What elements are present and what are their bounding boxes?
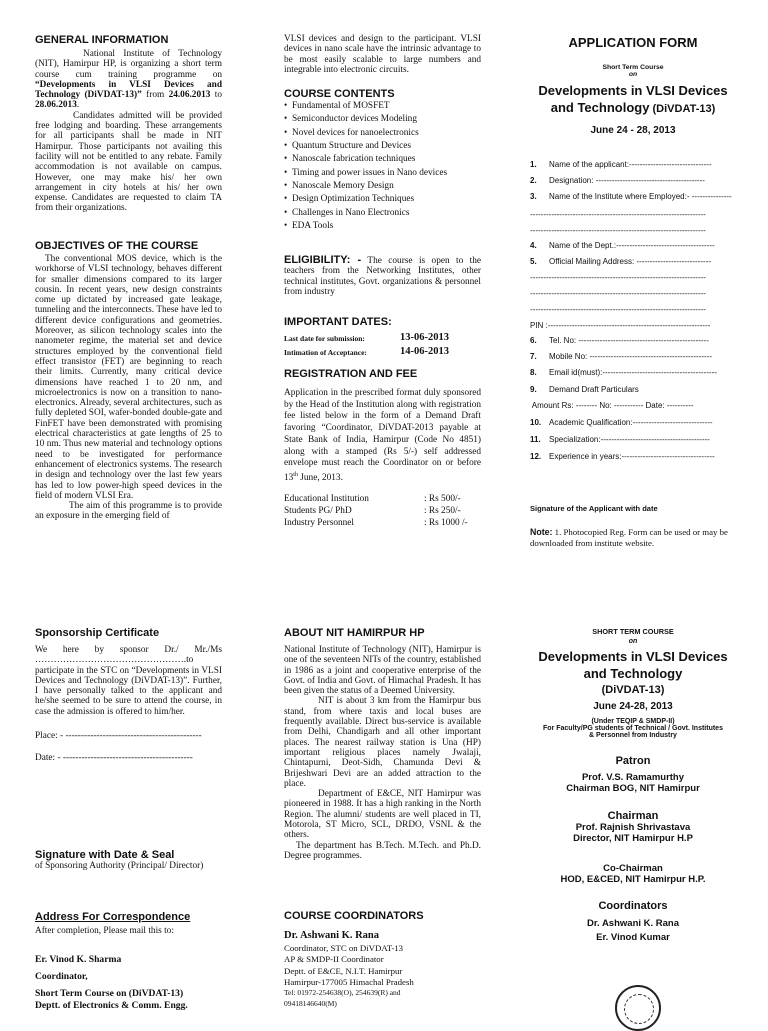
date-field: Date: - ------------------------------------------: [35, 753, 193, 764]
course-coordinators-heading: COURSE COORDINATORS: [284, 910, 424, 922]
cover-panel: SHORT TERM COURSE on Developments in VLSI Devices and Technology (DiVDAT-13) June 24-28, 2013 (Under TEQIP & SMDP-II) For Faculty/PG students of Technical / Govt. Institutes & Personnel from Industry Patron Prof. V.S. Ramamurthy Chairman BOG, NIT Hamirpur Chairman Prof. Rajnish Shrivastava Director, NIT Hamirpur H.P Co-Chairman HOD, E&CED, NIT Hamirpur H.P. Coordinators Dr. Ashwani K. Rana Er. Vinod Kumar: [530, 627, 736, 943]
important-dates-section: [284, 316, 481, 357]
course-content-item: • EDA Tools: [292, 220, 481, 233]
end-date: 28.06.2013: [35, 100, 77, 111]
coordinator-address-line: Deptt. of E&CE, N.I.T. Hamirpur: [284, 965, 403, 976]
course-dates: June 24 - 28, 2013: [590, 125, 676, 136]
cover-stc-label: SHORT TERM COURSE: [592, 627, 674, 636]
sponsorship-heading: Sponsorship Certificate: [35, 627, 160, 639]
form-field-line: Amount Rs: -------- No: ----------- Date: ----------: [530, 401, 694, 410]
sponsor-signature-section: Signature with Date & Seal of Sponsoring Authority (Principal/ Director): [35, 849, 222, 871]
general-information-heading: GENERAL INFORMATION: [35, 34, 169, 46]
form-note: Note: 1. Photocopied Reg. Form can be used or may be downloaded from institute website.: [530, 527, 728, 548]
course-content-item: • Novel devices for nanoelectronics: [292, 127, 481, 140]
general-information-section: [35, 34, 222, 214]
institute-seal-logo: [615, 985, 661, 1031]
lodging-paragraph: Candidates admitted will be provided free lodging and boarding. These arrangements for all participants shall be made in NIT Hamirpur. Those participants not availing this facility will not be entitled to any rebate. Family accommodation is not available on campus. However, one may make his/ her own arrangement in city hotels at his/ her own expense. Candidates are requested to claim TA from their organizations.: [35, 110, 222, 214]
objectives-section: [35, 240, 222, 522]
fee-row-industry: Industry Personnel : Rs 1000 /-: [284, 517, 468, 528]
place-field: Place: - --------------------------------------------: [35, 731, 202, 742]
form-field-line: 4. Name of the Dept.:-------------------------------------: [530, 241, 715, 250]
course-content-item: • Design Optimization Techniques: [292, 193, 481, 206]
sponsorship-section: [35, 627, 222, 763]
coordinator-address-line: Hamirpur-177005 Himachal Pradesh: [284, 976, 414, 987]
coordinator-address-line: AP & SMDP-II Coordinator: [284, 954, 384, 965]
objectives-paragraph: The conventional MOS device, which is the workhorse of VLSI technology, behaves different for smaller dimensions compared to its larger cousin. In recent years, new design constraints come up dictated by increased gate leakage, tunneling and the interconnects. These have led to different device configurations and geometries. Moreover, as silicon technology scales into the nanometer regime, the material set and device structures employed by the conventional field effect transistor (FET) are beginning to reach their limits. Currently, many critical device dimensions have reached 1 to 20 nm, and microelectronics is now on a transition to nano-electronics. Already, several architectures, such as fully depleted SOI, wafer-bonded double-gate and FinFET have been demonstrated with promising electrical characteristics at gate lengths of 25 to 10 nm. Thus new material and technology options need to be investigated for performance enhancement of electronics systems. The research in design and technology over the last few years has led to low power-high speed devices in the field of modern VLSI Era.: [35, 254, 222, 501]
sponsor-signature-heading: Signature with Date & Seal: [35, 849, 175, 861]
course-contents-heading: COURSE CONTENTS: [284, 88, 395, 101]
fee-table: [284, 493, 481, 529]
form-field-line: 5. Official Mailing Address: ----------------------------: [530, 257, 712, 266]
chairman-heading: Chairman: [607, 810, 659, 822]
coordinator-name: Dr. Ashwani K. Rana: [284, 930, 380, 941]
fee-row-students: Students PG/ PhD : Rs 250/-: [284, 505, 461, 516]
correspondence-heading: Address For Correspondence: [35, 911, 191, 923]
coordinators-heading: Coordinators: [598, 900, 668, 912]
cover-course-title: Developments in VLSI Devices and Technology: [538, 649, 728, 681]
form-field-line: 10. Academic Qualification:------------------------------: [530, 418, 713, 427]
form-field-line: 8. Email id(must):-------------------------------------------: [530, 368, 717, 377]
form-field-line: 11. Specialization:-----------------------------------------: [530, 435, 710, 444]
course-content-item: • Semiconductor devices Modeling: [292, 113, 481, 126]
coordinator-details: [284, 943, 481, 988]
fee-row-educational: Educational Institution : Rs 500/-: [284, 493, 461, 504]
short-term-course-label: Short Term Course: [602, 64, 664, 71]
course-coordinators-section: COURSE COORDINATORS Dr. Ashwani K. Rana Coordinator, STC on DiVDAT-13 AP & SMDP-II Coordinator Deptt. of E&CE, N.I.T. Hamirpur Hamirpur-177005 Himachal Pradesh Tel: 01972-254638(O), 254639(R) and 09418146640(M): [284, 910, 481, 1008]
form-field-line: ------------------------------------------------------------------: [530, 289, 706, 298]
coordinator-phone: Tel: 01972-254638(O), 254639(R) and: [284, 988, 401, 998]
panel-two-top: [284, 34, 481, 233]
registration-paragraph: Application in the prescribed format duly sponsored by the Head of the Institution along with registration fee listed below in the form of a Demand Draft favoring “Coordinator, DiVDAT-2013 payable at State Bank of India, Hamirpur (Code No 4851) along with a stamped (Rs 5/-) self addressed envelope must reach the Coordinator on or before 13th June, 2013.: [284, 388, 481, 484]
course-content-item: • Timing and power issues in Nano devices: [292, 167, 481, 180]
application-form-fields: [530, 160, 736, 470]
form-field-line: ------------------------------------------------------------------: [530, 305, 706, 314]
application-form-title: APPLICATION FORM: [568, 35, 698, 50]
form-field-line: 6. Tel. No: -------------------------------------------------: [530, 336, 709, 345]
objectives-heading: OBJECTIVES OF THE COURSE: [35, 240, 199, 252]
application-form-header: APPLICATION FORM Short Term Course on Developments in VLSI Devices and Technology (DiVDAT-13) June 24 - 28, 2013: [530, 35, 736, 136]
course-content-item: • Nanoscale Memory Design: [292, 180, 481, 193]
important-dates-heading: IMPORTANT DATES:: [284, 316, 392, 328]
aim-paragraph: The aim of this programme is to provide an exposure in the emerging field of: [35, 501, 222, 522]
course-contents-list: [284, 100, 481, 233]
form-field-line: ------------------------------------------------------------------: [530, 273, 706, 282]
applicant-signature-label: Signature of the Applicant with date: [530, 504, 658, 513]
start-date: 24.06.2013: [168, 90, 211, 101]
course-content-item: • Nanoscale fabrication techniques: [292, 153, 481, 166]
eligibility-heading: ELIGIBILITY: -: [284, 254, 362, 266]
co-chairman-heading: Co-Chairman: [603, 863, 663, 874]
registration-section: [284, 368, 481, 529]
correspondence-section: Address For Correspondence After completion, Please mail this to: Er. Vinod K. Sharma Coordinator, Short Term Course on (DiVDAT-13) Deptt. of Electronics & Comm. Engg.: [35, 911, 222, 1011]
course-title-bold: “Developments in VLSI Devices and Technology (DiVDAT-13)”: [35, 79, 222, 101]
correspondence-name: Er. Vinod K. Sharma: [35, 954, 122, 966]
eligibility-text: The course is open to the teachers from the Networking Institutes, other technical institutes, Govt. organizations & personnel from industry: [284, 256, 482, 297]
form-field-line: 12. Experience in years:-----------------------------------: [530, 452, 715, 461]
about-nit-section: ABOUT NIT HAMIRPUR HP National Institute of Technology (NIT), Hamirpur is one of the seventeen NITs of the country, established in 1986 as a joint and cooperative enterprise of the Govt. of India and Govt. of Himachal Pradesh. It has been given the status of a Deemed University. NIT is about 3 km from the Hamirpur bus stand, from where taxis and local buses are frequently available. Direct bus-service is available from Delhi, Chandigarh and all other important places. The nearest railway station is Una (HP) important religious places namely Jwalaji, Chintapurni, Deot-Sidh, Chamunda Devi & Brijeshwari Devi are an added attraction to the place. Department of E&CE, NIT Hamirpur was pioneered in 1988. It has a high ranking in the North Region. The alumni/ students are well placed in TI, Motorola, ST Micro, SCL, DRDO, VSNL & the others. The department has B.Tech. M.Tech. and Ph.D. Degree programmes.: [284, 627, 481, 861]
form-field-line: 7. Mobile No: ----------------------------------------------: [530, 352, 713, 361]
course-content-item: • Challenges in Nano Electronics: [292, 207, 481, 220]
date-row-acceptance: Intimation of Acceptance: 14-06-2013: [284, 346, 449, 357]
continued-paragraph: VLSI devices and design to the participant. VLSI devices in nano scale have the intrinsic advantage to be most easily scalable to large numbers and integrable into electronic circuits.: [284, 34, 481, 75]
form-field-line: 1. Name of the applicant:-------------------------------: [530, 160, 712, 169]
form-field-line: 3. Name of the Institute where Employed:- ---------------: [530, 192, 732, 201]
course-content-item: • Fundamental of MOSFET: [292, 100, 481, 113]
course-content-item: • Quantum Structure and Devices: [292, 140, 481, 153]
form-field-line: 2. Designation: -----------------------------------------: [530, 176, 705, 185]
form-field-line: 9. Demand Draft Particulars: [530, 385, 639, 394]
coordinator-address-line: Coordinator, STC on DiVDAT-13: [284, 943, 404, 953]
cover-dates: June 24-28, 2013: [593, 701, 673, 712]
general-information-paragraph: National Institute of Technology (NIT), Hamirpur HP, is organizing a short term course cum training programme on “Developments in VLSI Devices and Technology (DiVDAT-13)” from 24.06.2013 to 28.06.2013.: [35, 49, 222, 111]
registration-heading: REGISTRATION AND FEE: [284, 368, 418, 380]
sponsorship-text: We here by sponsor Dr./ Mr./Ms ………………………………………….to participate in the STC on “Developments in VLSI Devices and Technology (DiVDAT-13)”. Further, I have personally talked to the applicant and he/she seemed to be sure to attend the course, in case the admission is offered to him/her.: [35, 645, 222, 717]
form-field-line: ------------------------------------------------------------------: [530, 226, 706, 235]
eligibility-section: [284, 255, 481, 297]
about-nit-heading: ABOUT NIT HAMIRPUR HP: [284, 627, 425, 639]
course-name: Developments in VLSI Devices and Technology (DiVDAT-13): [538, 83, 728, 115]
form-field-line: PIN :-------------------------------------------------------------: [530, 321, 711, 330]
date-row-submission: Last date for submission: 13-06-2013: [284, 332, 449, 343]
form-field-line: ------------------------------------------------------------------: [530, 210, 706, 219]
patron-heading: Patron: [615, 755, 651, 767]
